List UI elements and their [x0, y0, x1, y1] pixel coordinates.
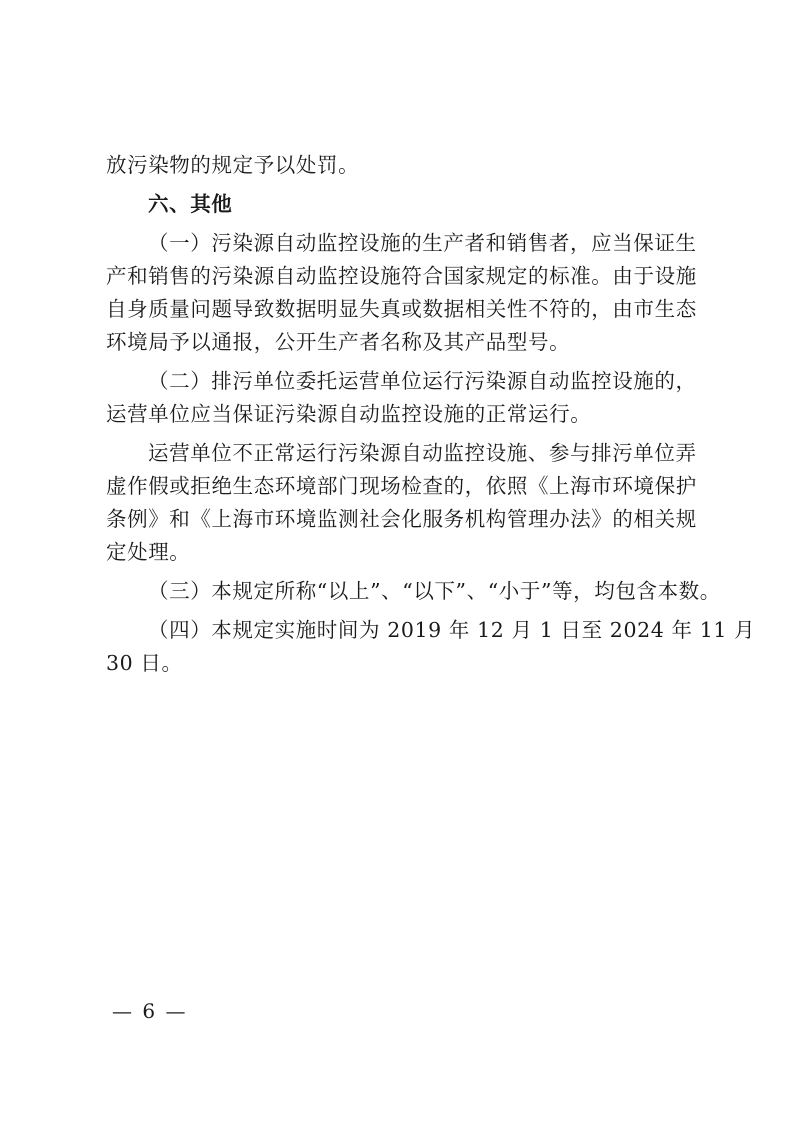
text-line: 产和销售的污染源自动监控设施符合国家规定的标准。由于设施	[106, 264, 697, 288]
text-line: 自身质量问题导致数据明显失真或数据相关性不符的，由市生态	[106, 297, 697, 321]
text-line: 虚作假或拒绝生态环境部门现场检查的，依照《上海市环境保护	[106, 474, 697, 498]
text-line: 定处理。	[106, 540, 191, 564]
text-line: 运营单位不正常运行污染源自动监控设施、参与排污单位弄	[148, 441, 697, 465]
text-line: 条例》和《上海市环境监测社会化服务机构管理办法》的相关规	[106, 507, 697, 531]
section-heading: 六、其他	[148, 192, 233, 216]
text-line: （一）污染源自动监控设施的生产者和销售者，应当保证生	[148, 231, 697, 255]
text-line: 环境局予以通报，公开生产者名称及其产品型号。	[106, 330, 571, 354]
text-line: 运营单位应当保证污染源自动监控设施的正常运行。	[106, 402, 592, 426]
text-line: （三）本规定所称“以上”、“以下”、“小于”等，均包含本数。	[148, 579, 721, 603]
text-line: 放污染物的规定予以处罚。	[106, 153, 360, 177]
document-body	[106, 149, 756, 680]
text-line: （二）排污单位委托运营单位运行污染源自动监控设施的，	[148, 369, 697, 393]
text-line: 30 日。	[106, 651, 183, 675]
page-number: — 6 —	[112, 999, 188, 1023]
text-line: （四）本规定实施时间为 2019 年 12 月 1 日至 2024 年 11 月	[148, 618, 756, 642]
